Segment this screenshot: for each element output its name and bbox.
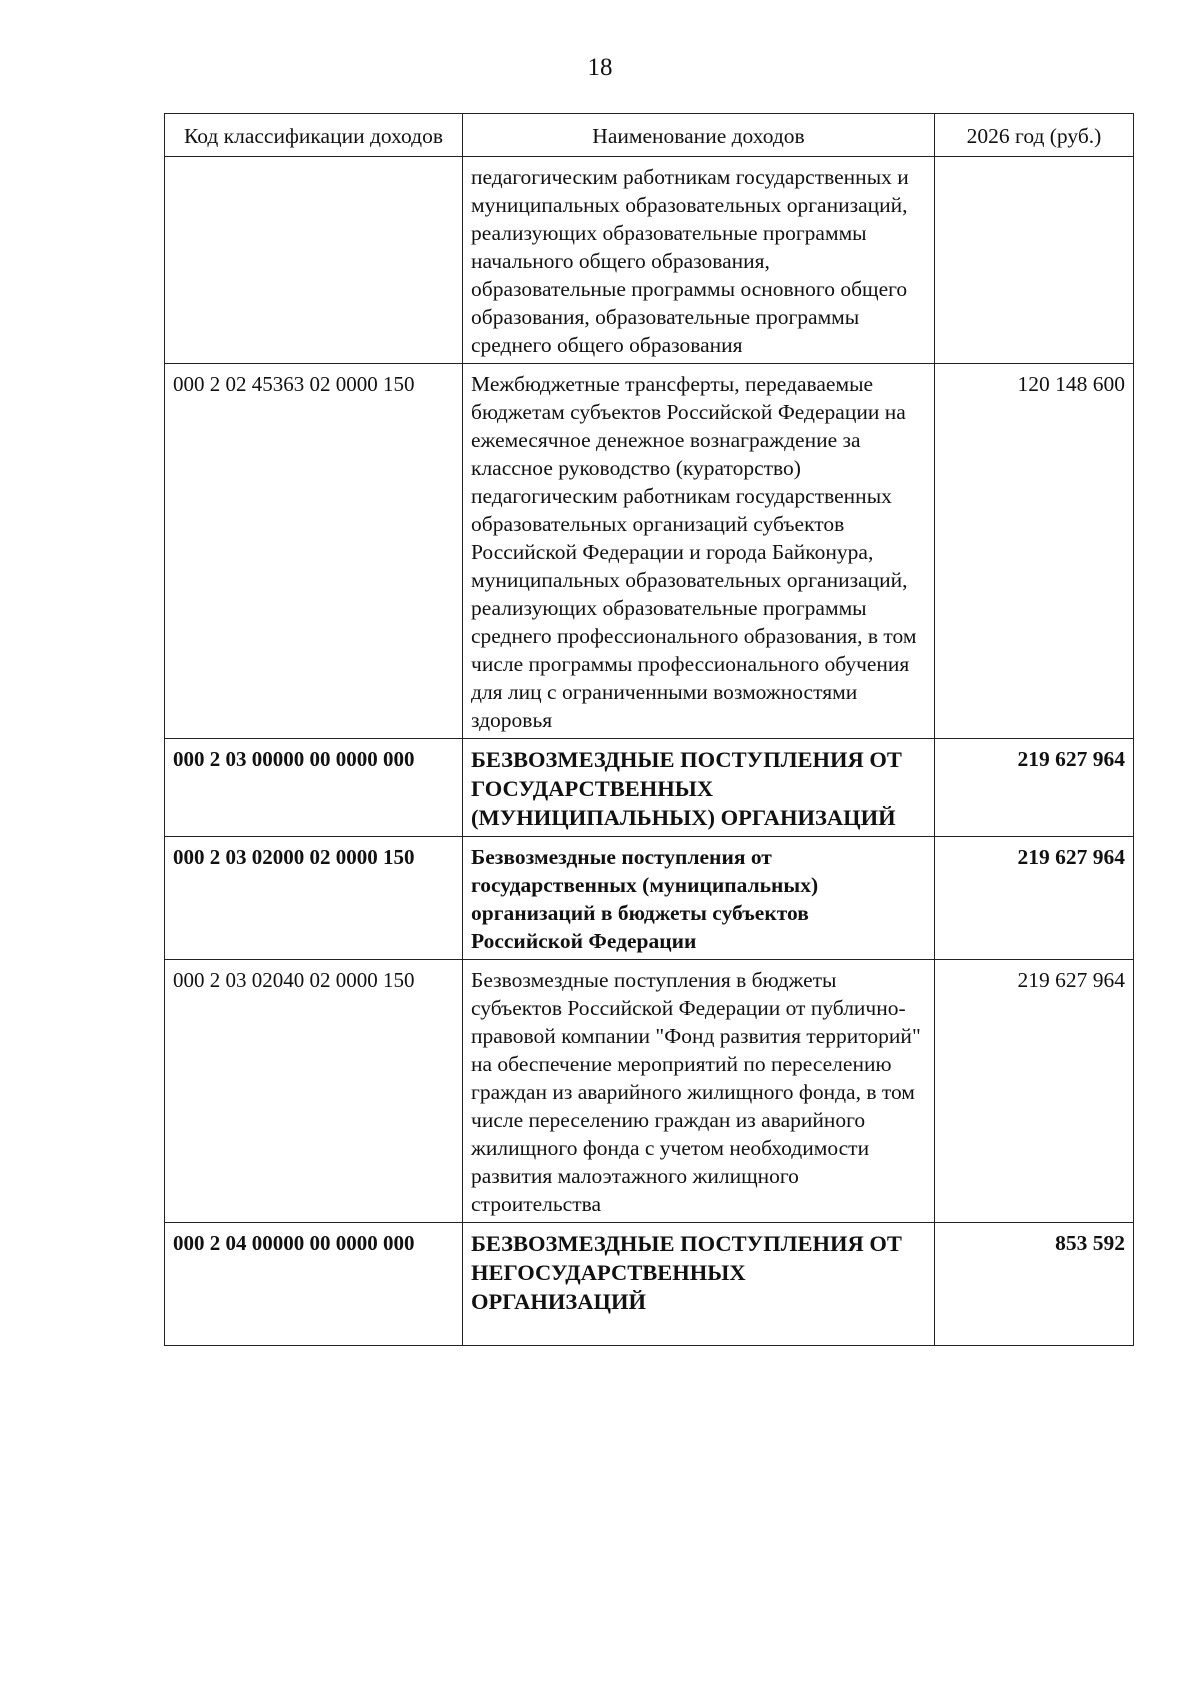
row-code: 000 2 03 02040 02 0000 150	[165, 960, 463, 1223]
page-number: 18	[587, 54, 613, 81]
row-amount: 219 627 964	[935, 837, 1134, 960]
row-name: Межбюджетные трансферты, передаваемые бюджетам субъектов Российской Федерации на ежемесячное денежное вознаграждение за классное руководство (кураторство) педагогическим работникам государственных образовательных организаций субъектов Российской Федерации и города Байконура, муниципальных образовательных организаций, реализующих образовательные программы среднего профессионального образования, в том числе программы профессионального обучения для лиц с ограниченными возможностями здоровья	[463, 364, 935, 739]
row-amount: 219 627 964	[935, 739, 1134, 837]
row-code: 000 2 03 00000 00 0000 000	[165, 739, 463, 837]
row-amount	[935, 157, 1134, 364]
header-year: 2026 год (руб.)	[935, 114, 1134, 157]
row-amount: 120 148 600	[935, 364, 1134, 739]
row-amount: 219 627 964	[935, 960, 1134, 1223]
header-name: Наименование доходов	[463, 114, 935, 157]
row-name: БЕЗВОЗМЕЗДНЫЕ ПОСТУПЛЕНИЯ ОТ НЕГОСУДАРСТВЕННЫХ ОРГАНИЗАЦИЙ	[463, 1223, 935, 1346]
header-code: Код классификации доходов	[165, 114, 463, 157]
revenue-table	[164, 113, 1134, 1346]
row-code	[165, 157, 463, 364]
table-row	[165, 837, 1134, 960]
table-row	[165, 364, 1134, 739]
table-row	[165, 739, 1134, 837]
row-code: 000 2 03 02000 02 0000 150	[165, 837, 463, 960]
row-code: 000 2 04 00000 00 0000 000	[165, 1223, 463, 1346]
row-name: Безвозмездные поступления от государственных (муниципальных) организаций в бюджеты субъектов Российской Федерации	[463, 837, 935, 960]
row-amount: 853 592	[935, 1223, 1134, 1346]
row-name: педагогическим работникам государственных и муниципальных образовательных организаций, реализующих образовательные программы начального общего образования, образовательные программы основного общего образования, образовательные программы среднего общего образования	[463, 157, 935, 364]
table-header-row	[165, 114, 1134, 157]
row-name: Безвозмездные поступления в бюджеты субъектов Российской Федерации от публично-правовой компании "Фонд развития территорий" на обеспечение мероприятий по переселению граждан из аварийного жилищного фонда, в том числе переселению граждан из аварийного жилищного фонда с учетом необходимости развития малоэтажного жилищного строительства	[463, 960, 935, 1223]
table-row	[165, 960, 1134, 1223]
row-code: 000 2 02 45363 02 0000 150	[165, 364, 463, 739]
table-row	[165, 1223, 1134, 1346]
row-name: БЕЗВОЗМЕЗДНЫЕ ПОСТУПЛЕНИЯ ОТ ГОСУДАРСТВЕННЫХ (МУНИЦИПАЛЬНЫХ) ОРГАНИЗАЦИЙ	[463, 739, 935, 837]
table-row	[165, 157, 1134, 364]
